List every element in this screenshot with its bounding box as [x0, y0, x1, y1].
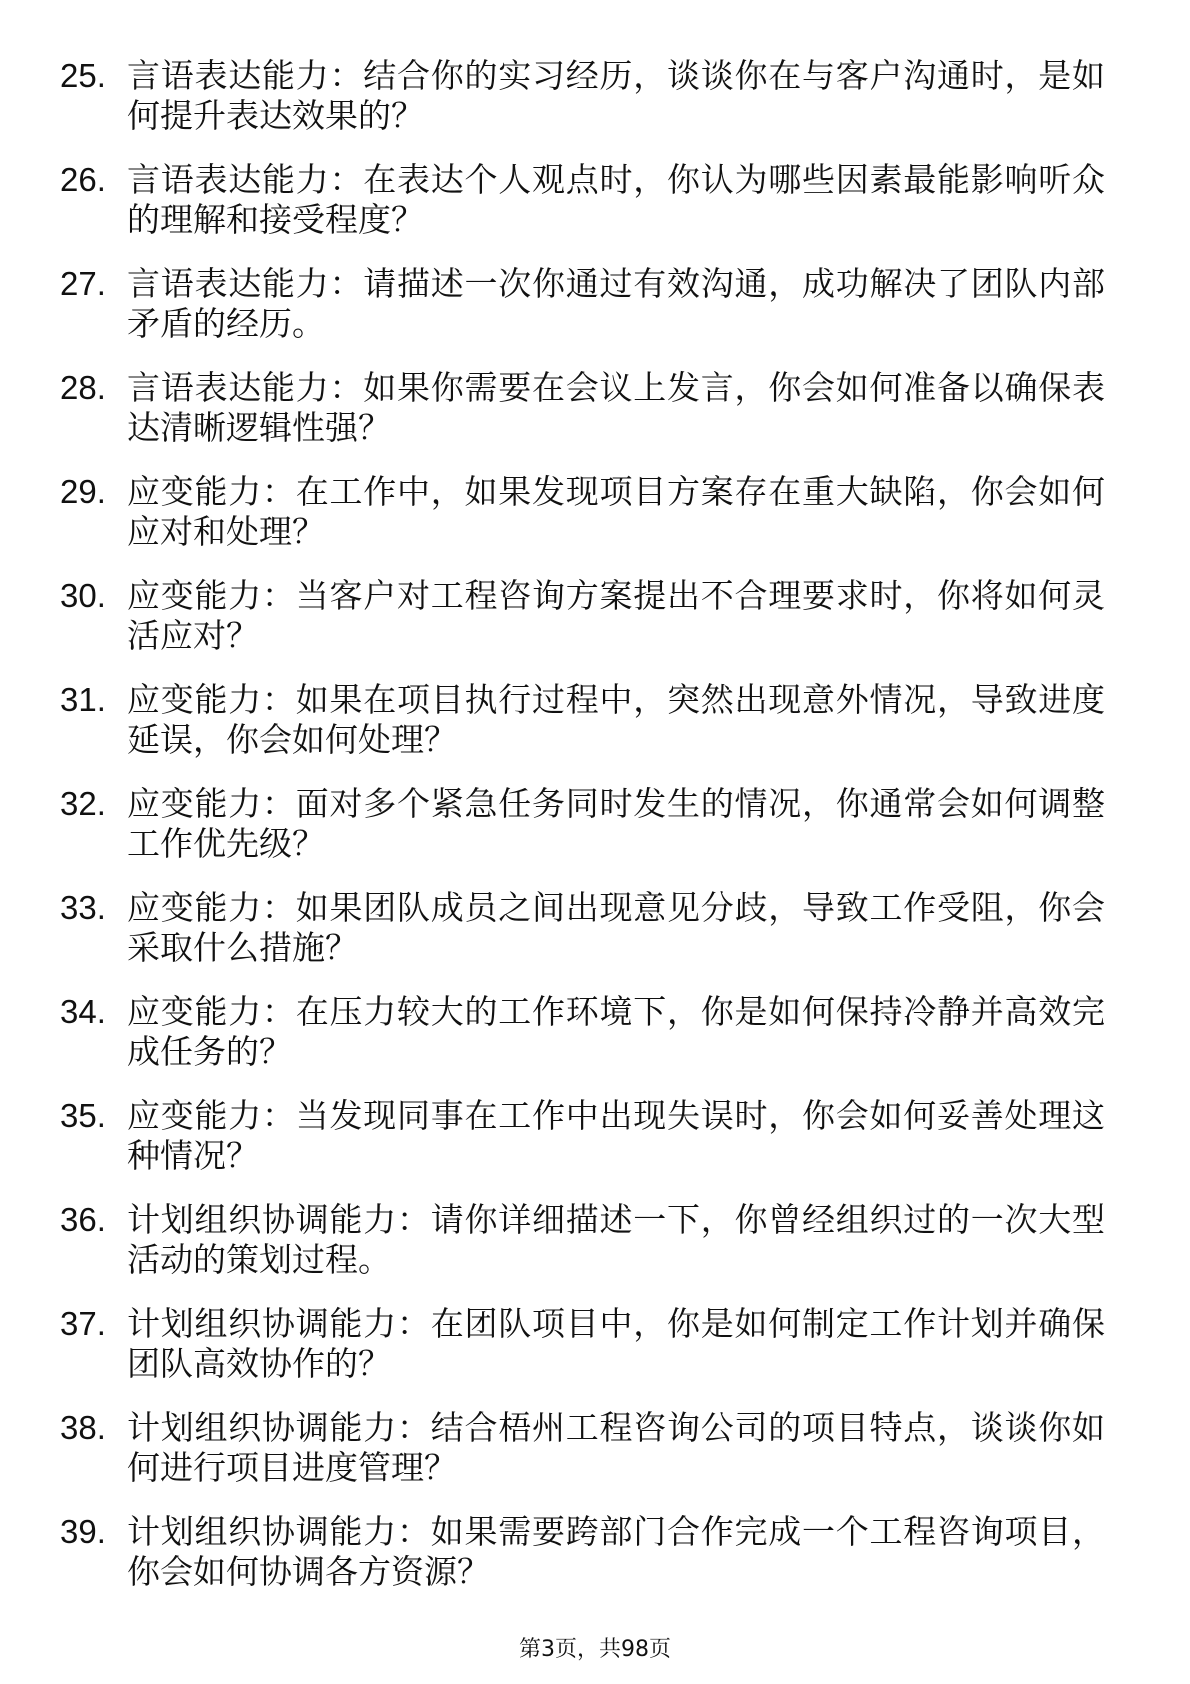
question-number: 25.: [60, 57, 106, 94]
question-number: 39.: [60, 1513, 106, 1550]
question-item: [60, 368, 1110, 448]
question-text: 计划组织协调能力：如果需要跨部门合作完成一个工程咨询项目，你会如何协调各方资源？: [127, 1512, 1105, 1591]
question-item: [60, 576, 1110, 656]
question-number: 27.: [60, 265, 106, 302]
question-number: 29.: [60, 473, 106, 510]
question-number: 37.: [60, 1305, 106, 1342]
question-text: 应变能力：当客户对工程咨询方案提出不合理要求时，你将如何灵活应对？: [127, 576, 1105, 655]
question-item: [60, 784, 1110, 864]
question-item: [60, 160, 1110, 240]
question-text: 应变能力：当发现同事在工作中出现失误时，你会如何妥善处理这种情况？: [127, 1096, 1105, 1175]
question-item: [60, 888, 1110, 968]
question-text: 计划组织协调能力：结合梧州工程咨询公司的项目特点，谈谈你如何进行项目进度管理？: [127, 1408, 1105, 1487]
question-number: 33.: [60, 889, 106, 926]
question-item: [60, 992, 1110, 1072]
question-number: 32.: [60, 785, 106, 822]
question-text: 言语表达能力：请描述一次你通过有效沟通，成功解决了团队内部矛盾的经历。: [127, 264, 1105, 343]
question-item: [60, 1512, 1110, 1592]
question-item: [60, 1304, 1110, 1384]
question-number: 38.: [60, 1409, 106, 1446]
question-text: 言语表达能力：如果你需要在会议上发言，你会如何准备以确保表达清晰逻辑性强？: [127, 368, 1105, 447]
question-text: 应变能力：面对多个紧急任务同时发生的情况，你通常会如何调整工作优先级？: [127, 784, 1105, 863]
question-list: [60, 56, 1110, 1616]
question-text: 应变能力：在工作中，如果发现项目方案存在重大缺陷，你会如何应对和处理？: [127, 472, 1105, 551]
question-text: 计划组织协调能力：请你详细描述一下，你曾经组织过的一次大型活动的策划过程。: [127, 1200, 1105, 1279]
question-text: 应变能力：如果在项目执行过程中，突然出现意外情况，导致进度延误，你会如何处理？: [127, 680, 1105, 759]
page-footer: 第3页，共98页: [519, 1637, 671, 1662]
question-text: 计划组织协调能力：在团队项目中，你是如何制定工作计划并确保团队高效协作的？: [127, 1304, 1105, 1383]
question-number: 35.: [60, 1097, 106, 1134]
question-item: [60, 472, 1110, 552]
question-item: [60, 264, 1110, 344]
question-item: [60, 1096, 1110, 1176]
question-text: 言语表达能力：在表达个人观点时，你认为哪些因素最能影响听众的理解和接受程度？: [127, 160, 1105, 239]
question-number: 26.: [60, 161, 106, 198]
question-text: 应变能力：在压力较大的工作环境下，你是如何保持冷静并高效完成任务的？: [127, 992, 1105, 1071]
question-number: 31.: [60, 681, 106, 718]
question-number: 28.: [60, 369, 106, 406]
question-number: 36.: [60, 1201, 106, 1238]
question-item: [60, 56, 1110, 136]
question-item: [60, 680, 1110, 760]
question-item: [60, 1408, 1110, 1488]
question-text: 言语表达能力：结合你的实习经历，谈谈你在与客户沟通时，是如何提升表达效果的？: [127, 56, 1105, 135]
question-item: [60, 1200, 1110, 1280]
question-text: 应变能力：如果团队成员之间出现意见分歧，导致工作受阻，你会采取什么措施？: [127, 888, 1105, 967]
question-number: 34.: [60, 993, 106, 1030]
question-number: 30.: [60, 577, 106, 614]
